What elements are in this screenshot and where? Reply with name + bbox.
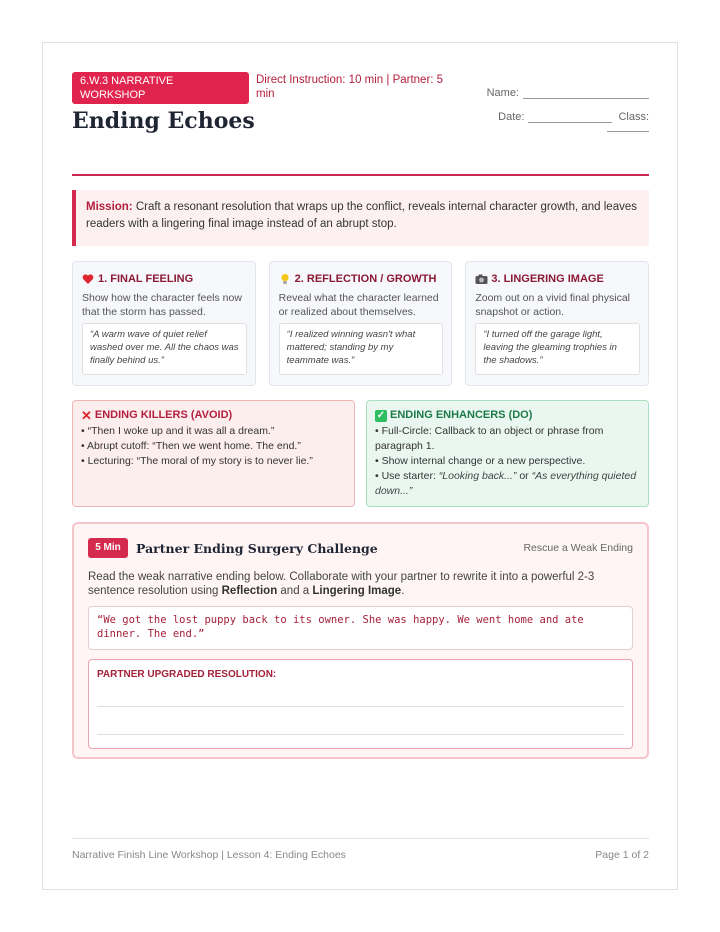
list-item: • Full-Circle: Callback to an object or phrase from paragraph 1.: [375, 424, 640, 454]
ending-elements-cards: [72, 261, 649, 386]
card-heading: [475, 270, 640, 287]
partner-challenge: [72, 522, 649, 759]
timing-note: Direct Instruction: 10 min | Partner: 5 min: [256, 74, 444, 100]
writing-line[interactable]: [97, 707, 624, 735]
list-item: • Lecturing: “The moral of my story is to never lie.”: [81, 454, 346, 469]
starter-prefix: Use starter:: [381, 470, 439, 482]
page-footer: [72, 838, 649, 861]
date-label: Date:: [498, 111, 525, 123]
starter-quote: “As everything quieted down...”: [375, 470, 637, 497]
ending-killers-box: [72, 400, 355, 507]
enhancers-title: ENDING ENHANCERS (DO): [390, 409, 533, 421]
standard-tag: 6.W.3 NARRATIVE WORKSHOP: [72, 72, 249, 104]
instruction-text: Read the weak narrative ending below. Collaborate with your partner to rewrite it into a powerful 2-3 sentence resolution using: [88, 571, 595, 597]
card-lingering-image: [465, 261, 649, 386]
card-description: Reveal what the character learned or realized about themselves.: [278, 292, 439, 318]
card-final-feeling: [72, 261, 256, 386]
enhancers-heading: [375, 408, 640, 423]
class-line[interactable]: [607, 131, 649, 132]
card-description: Show how the character feels now that the storm has passed.: [82, 292, 242, 318]
name-field[interactable]: [449, 81, 649, 99]
card-example: “I turned off the garage light, leaving the gleaming trophies in the shadows.”: [475, 323, 640, 375]
worksheet-page: [42, 42, 678, 890]
starter-quote: “Looking back...”: [438, 470, 517, 482]
footer-lesson: Narrative Finish Line Workshop | Lesson 4: Ending Echoes: [72, 849, 346, 861]
ending-enhancers-box: [366, 400, 649, 507]
do-dont-section: [72, 400, 649, 507]
killers-list: [81, 424, 346, 469]
instruction-text: and a: [277, 585, 313, 597]
check-icon: ✓: [376, 409, 386, 421]
list-item: • Abrupt cutoff: “Then we went home. The end.”: [81, 439, 346, 454]
card-title: 2. REFLECTION / GROWTH: [294, 272, 437, 285]
date-line[interactable]: [528, 111, 612, 123]
card-example: “A warm wave of quiet relief washed over me. All the chaos was finally behind us.”: [82, 323, 247, 375]
weak-ending-sample: “We got the lost puppy back to its owner. She was happy. We went home and ate dinner. The end.”: [88, 606, 633, 650]
list-item: [375, 469, 640, 499]
date-class-field[interactable]: [449, 105, 649, 123]
worksheet-header: [72, 72, 649, 176]
mission-callout: [72, 190, 649, 246]
card-example: “I realized winning wasn't what mattered; standing by my teammate was.”: [279, 323, 444, 375]
cross-icon: ✕: [81, 407, 92, 423]
card-description: Zoom out on a vivid final physical snapshot or action.: [475, 292, 631, 318]
card-title: 3. LINGERING IMAGE: [491, 272, 604, 285]
lightbulb-icon: [279, 273, 291, 285]
name-label: Name:: [486, 87, 519, 99]
starter-or: or: [516, 470, 532, 482]
card-heading: [279, 270, 444, 287]
instruction-text: .: [401, 585, 405, 597]
name-line[interactable]: [523, 87, 649, 99]
challenge-title: Partner Ending Surgery Challenge: [136, 540, 378, 556]
writing-line[interactable]: [97, 680, 624, 707]
page-number: Page 1 of 2: [595, 849, 649, 861]
list-item: • “Then I woke up and it was all a dream.”: [81, 424, 346, 439]
mission-text: Craft a resonant resolution that wraps up the conflict, reveals internal character growth, and leaves readers with a lingering final image instead of an abrupt stop.: [86, 201, 637, 230]
upgrade-label: PARTNER UPGRADED RESOLUTION:: [97, 669, 277, 680]
challenge-header: [88, 536, 633, 560]
student-fields: [449, 81, 649, 129]
mission-label: Mission:: [86, 201, 133, 213]
card-reflection-growth: [269, 261, 453, 386]
challenge-subtitle: Rescue a Weak Ending: [523, 542, 633, 554]
card-title: 1. FINAL FEELING: [98, 272, 194, 285]
killers-title: ENDING KILLERS (AVOID): [94, 409, 233, 421]
list-item: • Show internal change or a new perspective.: [375, 454, 640, 469]
camera-icon: [475, 273, 487, 285]
page-title: Ending Echoes: [72, 108, 255, 134]
card-heading: [82, 270, 247, 287]
worksheet-content: [72, 72, 649, 861]
time-badge: 5 Min: [88, 538, 128, 558]
killers-heading: [81, 408, 346, 423]
instruction-bold: Reflection: [221, 585, 278, 597]
heart-icon: [82, 273, 94, 285]
upgraded-resolution-box[interactable]: [88, 659, 633, 749]
instruction-bold: Lingering Image: [312, 585, 402, 597]
class-label: Class:: [618, 111, 649, 123]
challenge-instructions: [88, 570, 633, 598]
enhancers-list: [375, 424, 640, 499]
